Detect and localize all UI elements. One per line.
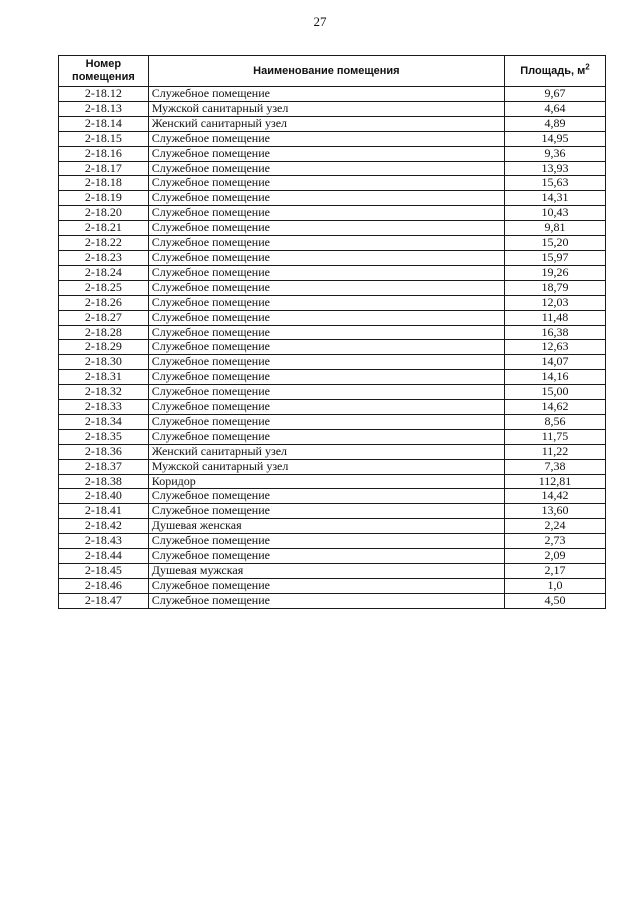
room-area-cell: 14,16 bbox=[504, 370, 605, 385]
room-area-cell: 4,89 bbox=[504, 116, 605, 131]
room-area-cell: 9,36 bbox=[504, 146, 605, 161]
table-row bbox=[59, 221, 606, 236]
table-body bbox=[59, 87, 606, 609]
room-name-cell: Коридор bbox=[148, 474, 504, 489]
room-number-cell: 2-18.36 bbox=[59, 444, 149, 459]
room-area-cell: 8,56 bbox=[504, 414, 605, 429]
room-number-cell: 2-18.19 bbox=[59, 191, 149, 206]
table-row bbox=[59, 340, 606, 355]
room-number-cell: 2-18.28 bbox=[59, 325, 149, 340]
room-number-cell: 2-18.40 bbox=[59, 489, 149, 504]
room-number-cell: 2-18.15 bbox=[59, 131, 149, 146]
room-area-cell: 9,67 bbox=[504, 87, 605, 102]
room-name-cell: Служебное помещение bbox=[148, 131, 504, 146]
room-name-cell: Служебное помещение bbox=[148, 176, 504, 191]
room-name-cell: Служебное помещение bbox=[148, 489, 504, 504]
room-area-cell: 112,81 bbox=[504, 474, 605, 489]
page-number: 27 bbox=[313, 14, 327, 29]
header-room-area bbox=[504, 56, 605, 87]
room-area-cell: 15,63 bbox=[504, 176, 605, 191]
room-number-cell: 2-18.20 bbox=[59, 206, 149, 221]
room-name-cell: Служебное помещение bbox=[148, 385, 504, 400]
room-area-cell: 11,48 bbox=[504, 310, 605, 325]
room-number-cell: 2-18.29 bbox=[59, 340, 149, 355]
room-area-cell: 9,81 bbox=[504, 221, 605, 236]
room-number-cell: 2-18.32 bbox=[59, 385, 149, 400]
table-row bbox=[59, 400, 606, 415]
room-number-cell: 2-18.22 bbox=[59, 236, 149, 251]
room-number-cell: 2-18.13 bbox=[59, 101, 149, 116]
header-row bbox=[59, 56, 606, 87]
table-row bbox=[59, 87, 606, 102]
room-number-cell: 2-18.34 bbox=[59, 414, 149, 429]
room-number-cell: 2-18.23 bbox=[59, 250, 149, 265]
room-area-cell: 2,73 bbox=[504, 534, 605, 549]
room-area-cell: 14,42 bbox=[504, 489, 605, 504]
table-row bbox=[59, 325, 606, 340]
room-name-cell: Служебное помещение bbox=[148, 191, 504, 206]
table-row bbox=[59, 385, 606, 400]
table-row bbox=[59, 593, 606, 608]
room-name-cell: Служебное помещение bbox=[148, 549, 504, 564]
header-room-number bbox=[59, 56, 149, 87]
room-name-cell: Служебное помещение bbox=[148, 221, 504, 236]
table-row bbox=[59, 310, 606, 325]
room-name-cell: Служебное помещение bbox=[148, 206, 504, 221]
room-area-cell: 2,17 bbox=[504, 564, 605, 579]
room-name-cell: Служебное помещение bbox=[148, 295, 504, 310]
room-name-cell: Мужской санитарный узел bbox=[148, 101, 504, 116]
room-name-cell: Женский санитарный узел bbox=[148, 116, 504, 131]
room-name-cell: Мужской санитарный узел bbox=[148, 459, 504, 474]
room-name-cell: Служебное помещение bbox=[148, 325, 504, 340]
table-row bbox=[59, 116, 606, 131]
room-area-cell: 13,93 bbox=[504, 161, 605, 176]
room-number-cell: 2-18.24 bbox=[59, 265, 149, 280]
room-number-cell: 2-18.18 bbox=[59, 176, 149, 191]
table-row bbox=[59, 534, 606, 549]
table-row bbox=[59, 578, 606, 593]
room-name-cell: Служебное помещение bbox=[148, 265, 504, 280]
table-row bbox=[59, 280, 606, 295]
header-room-area-label: Площадь, м bbox=[520, 64, 586, 77]
room-name-cell: Служебное помещение bbox=[148, 161, 504, 176]
room-name-cell: Служебное помещение bbox=[148, 504, 504, 519]
table-row bbox=[59, 489, 606, 504]
table-row bbox=[59, 265, 606, 280]
room-number-cell: 2-18.42 bbox=[59, 519, 149, 534]
table-row bbox=[59, 131, 606, 146]
room-name-cell: Служебное помещение bbox=[148, 429, 504, 444]
room-number-cell: 2-18.45 bbox=[59, 564, 149, 579]
table-header bbox=[59, 56, 606, 87]
room-area-cell: 14,95 bbox=[504, 131, 605, 146]
room-area-cell: 11,75 bbox=[504, 429, 605, 444]
room-name-cell: Душевая мужская bbox=[148, 564, 504, 579]
room-area-cell: 14,07 bbox=[504, 355, 605, 370]
room-number-cell: 2-18.33 bbox=[59, 400, 149, 415]
room-number-cell: 2-18.27 bbox=[59, 310, 149, 325]
room-name-cell: Служебное помещение bbox=[148, 310, 504, 325]
room-area-cell: 10,43 bbox=[504, 206, 605, 221]
room-area-cell: 2,24 bbox=[504, 519, 605, 534]
room-name-cell: Служебное помещение bbox=[148, 280, 504, 295]
table-row bbox=[59, 295, 606, 310]
room-name-cell: Служебное помещение bbox=[148, 146, 504, 161]
room-area-cell: 4,50 bbox=[504, 593, 605, 608]
room-number-cell: 2-18.14 bbox=[59, 116, 149, 131]
table-row bbox=[59, 101, 606, 116]
room-name-cell: Служебное помещение bbox=[148, 250, 504, 265]
room-area-cell: 12,63 bbox=[504, 340, 605, 355]
room-number-cell: 2-18.46 bbox=[59, 578, 149, 593]
room-number-cell: 2-18.43 bbox=[59, 534, 149, 549]
room-number-cell: 2-18.21 bbox=[59, 221, 149, 236]
header-room-area-unit-superscript: 2 bbox=[585, 61, 590, 71]
room-number-cell: 2-18.38 bbox=[59, 474, 149, 489]
table-row bbox=[59, 370, 606, 385]
room-area-cell: 15,20 bbox=[504, 236, 605, 251]
room-number-cell: 2-18.17 bbox=[59, 161, 149, 176]
table-row bbox=[59, 250, 606, 265]
table-row bbox=[59, 504, 606, 519]
table-row bbox=[59, 444, 606, 459]
table-row bbox=[59, 459, 606, 474]
room-name-cell: Служебное помещение bbox=[148, 400, 504, 415]
room-area-cell: 16,38 bbox=[504, 325, 605, 340]
table-row bbox=[59, 414, 606, 429]
room-name-cell: Служебное помещение bbox=[148, 236, 504, 251]
room-name-cell: Служебное помещение bbox=[148, 593, 504, 608]
header-room-number-line2: помещения bbox=[72, 71, 135, 83]
room-name-cell: Служебное помещение bbox=[148, 355, 504, 370]
room-number-cell: 2-18.25 bbox=[59, 280, 149, 295]
room-number-cell: 2-18.30 bbox=[59, 355, 149, 370]
table-row bbox=[59, 146, 606, 161]
room-area-cell: 7,38 bbox=[504, 459, 605, 474]
room-number-cell: 2-18.12 bbox=[59, 87, 149, 102]
room-area-cell: 1,0 bbox=[504, 578, 605, 593]
room-number-cell: 2-18.35 bbox=[59, 429, 149, 444]
room-number-cell: 2-18.16 bbox=[59, 146, 149, 161]
room-area-cell: 15,97 bbox=[504, 250, 605, 265]
table-row bbox=[59, 429, 606, 444]
room-area-cell: 4,64 bbox=[504, 101, 605, 116]
room-number-cell: 2-18.37 bbox=[59, 459, 149, 474]
table-row bbox=[59, 549, 606, 564]
room-area-cell: 2,09 bbox=[504, 549, 605, 564]
header-room-number-line1: Номер bbox=[85, 58, 122, 70]
room-area-cell: 13,60 bbox=[504, 504, 605, 519]
room-area-cell: 12,03 bbox=[504, 295, 605, 310]
table-row bbox=[59, 474, 606, 489]
room-area-cell: 11,22 bbox=[504, 444, 605, 459]
room-number-cell: 2-18.47 bbox=[59, 593, 149, 608]
table-row bbox=[59, 519, 606, 534]
room-area-cell: 15,00 bbox=[504, 385, 605, 400]
rooms-table bbox=[58, 55, 606, 609]
room-name-cell: Женский санитарный узел bbox=[148, 444, 504, 459]
room-name-cell: Служебное помещение bbox=[148, 414, 504, 429]
table-row bbox=[59, 236, 606, 251]
room-name-cell: Душевая женская bbox=[148, 519, 504, 534]
room-name-cell: Служебное помещение bbox=[148, 578, 504, 593]
room-name-cell: Служебное помещение bbox=[148, 87, 504, 102]
room-area-cell: 14,31 bbox=[504, 191, 605, 206]
room-area-cell: 14,62 bbox=[504, 400, 605, 415]
table-row bbox=[59, 191, 606, 206]
room-name-cell: Служебное помещение bbox=[148, 340, 504, 355]
room-name-cell: Служебное помещение bbox=[148, 534, 504, 549]
table-row bbox=[59, 564, 606, 579]
table-row bbox=[59, 176, 606, 191]
room-area-cell: 19,26 bbox=[504, 265, 605, 280]
room-number-cell: 2-18.41 bbox=[59, 504, 149, 519]
table-row bbox=[59, 355, 606, 370]
room-area-cell: 18,79 bbox=[504, 280, 605, 295]
room-number-cell: 2-18.31 bbox=[59, 370, 149, 385]
header-room-name: Наименование помещения bbox=[148, 56, 504, 87]
room-number-cell: 2-18.44 bbox=[59, 549, 149, 564]
room-name-cell: Служебное помещение bbox=[148, 370, 504, 385]
room-number-cell: 2-18.26 bbox=[59, 295, 149, 310]
table-row bbox=[59, 206, 606, 221]
table-row bbox=[59, 161, 606, 176]
